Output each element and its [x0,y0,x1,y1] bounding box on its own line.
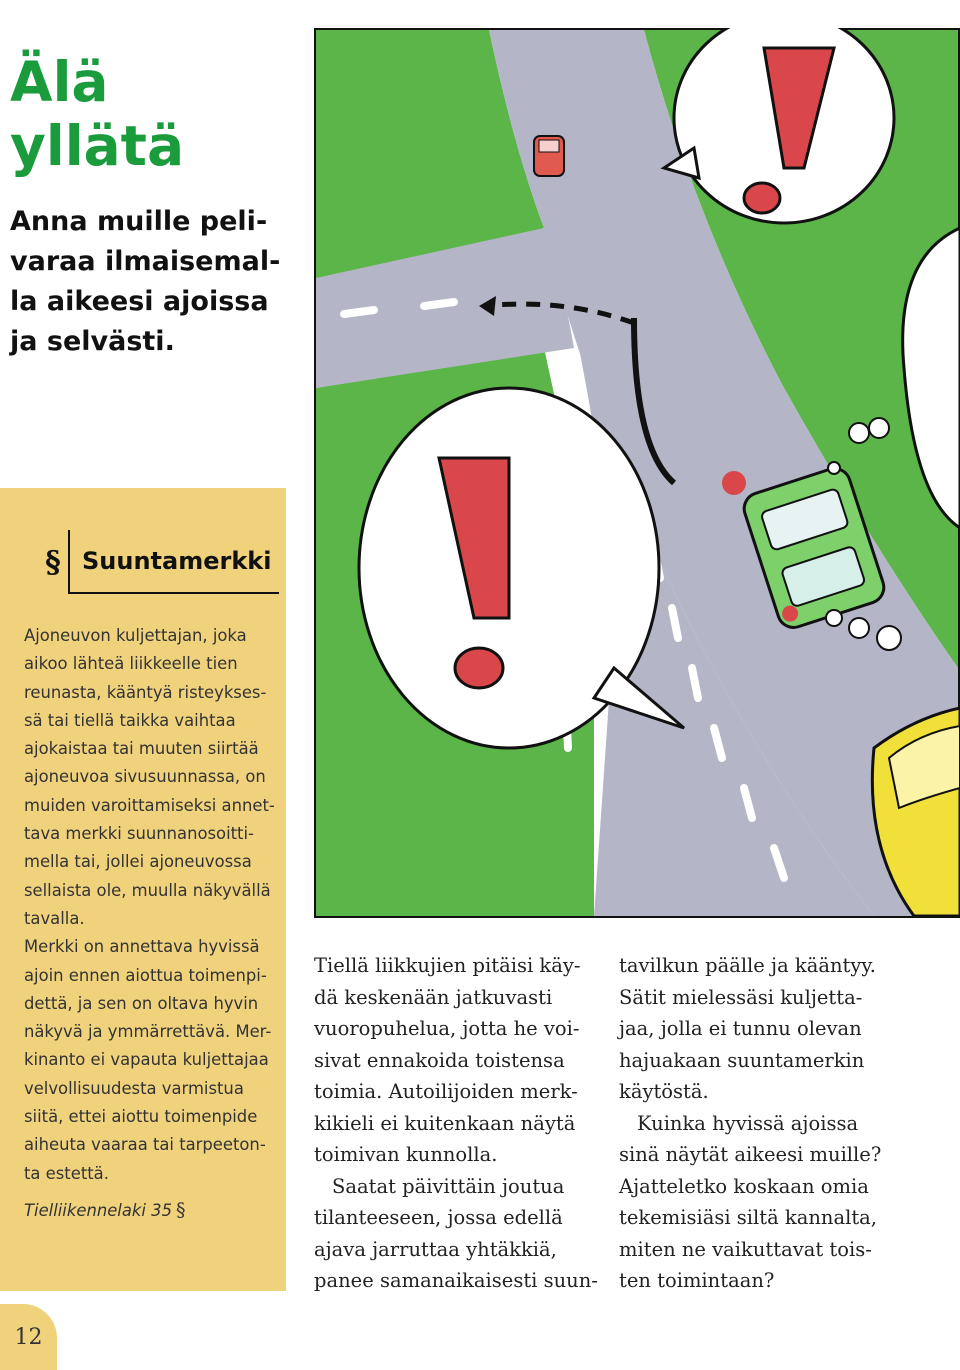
body-line: Sätit mielessäsi kuljetta- [619,985,863,1009]
law-line: näkyvä ja ymmärrettävä. Mer- [24,1022,272,1042]
body-column-middle [314,950,602,1297]
section-sign-icon: § [38,530,70,594]
body-line: tekemisiäsi siltä kannalta, [619,1206,877,1229]
body-line: ajava jarruttaa yhtäkkiä, [314,1237,557,1261]
body-line: ten toimintaan? [619,1269,775,1292]
section-sign-icon: § [176,1199,186,1221]
subtitle-line: la aikeesi ajoissa [10,286,269,317]
law-line: Merkki on annettava hyvissä [24,937,260,957]
body-line: Saatat päivittäin joutua [332,1174,565,1198]
law-line: velvollisuudesta varmistua [24,1078,244,1098]
law-line: aikoo lähteä liikkeelle tien [24,654,238,674]
body-line: Kuinka hyvissä ajoissa [637,1111,859,1135]
title-line: Älä [10,50,109,114]
page-number: 12 [0,1304,57,1370]
law-reference-text: Tielliikennelaki 35 [24,1200,173,1220]
law-line: mella tai, jollei ajoneuvossa [24,852,252,872]
subtitle-line: varaa ilmaisemal- [10,246,281,277]
body-line: sinä näytät aikeesi muille? [619,1143,882,1166]
law-line: reunasta, kääntyä risteykses- [24,682,267,702]
body-line: kikieli ei kuitenkaan näytä [314,1111,576,1135]
law-line: ajoneuvoa sivusuunnassa, on [24,767,266,787]
body-line: Tiellä liikkujien pitäisi käy- [314,954,581,977]
subtitle-line: ja selvästi. [10,326,175,357]
law-heading [38,530,279,594]
body-line: tilanteeseen, jossa edellä [314,1206,563,1229]
law-line: kinanto ei vapauta kuljettajaa [24,1050,269,1070]
title-line: yllätä [10,114,185,178]
body-line: sivat ennakoida toistensa [314,1048,565,1072]
body-line: dä keskenään jatkuvasti [314,985,553,1009]
law-line: sä tai tiellä taikka vaihtaa [24,710,236,730]
body-line: miten ne vaikuttavat tois- [619,1237,872,1261]
body-line: panee samanaikaisesti suun- [314,1269,598,1292]
body-line: toimia. Autoilijoiden merk- [314,1080,578,1103]
brake-light-icon [722,471,746,495]
red-car [534,136,564,176]
law-line: Ajoneuvon kuljettajan, joka [24,626,247,645]
page-title [10,50,290,178]
law-line: ajoin ennen aiottua toimenpi- [24,965,267,985]
body-line: toimivan kunnolla. [314,1143,498,1166]
law-heading-text: Suuntamerkki [70,530,279,594]
body-line: jaa, jolla ei tunnu olevan [619,1017,862,1040]
body-line: käytöstä. [619,1080,709,1103]
law-text [24,622,284,1188]
law-line: muiden varoittamiseksi annet- [24,795,275,815]
road-illustration [314,28,960,918]
body-line: Ajatteletko koskaan omia [619,1174,869,1198]
law-line: tavalla. [24,908,85,928]
subtitle-line: Anna muille peli- [10,206,268,237]
law-line: ajokaistaa tai muuten siirtää [24,739,259,759]
law-line: sellaista ole, muulla näkyvällä [24,880,271,900]
law-line: tava merkki suunnanosoitti- [24,824,254,844]
law-line: siitä, ettei aiottu toimenpide [24,1107,258,1127]
law-line: dettä, ja sen on oltava hyvin [24,993,259,1013]
body-column-right [619,950,901,1297]
body-line: vuoropuhelua, jotta he voi- [314,1017,580,1040]
law-line: ta estettä. [24,1163,109,1183]
law-line: aiheuta vaaraa tai tarpeeton- [24,1135,266,1155]
body-line: hajuakaan suuntamerkin [619,1048,865,1072]
law-reference [24,1199,186,1221]
subtitle [10,202,300,362]
body-line: tavilkun päälle ja kääntyy. [619,954,877,977]
